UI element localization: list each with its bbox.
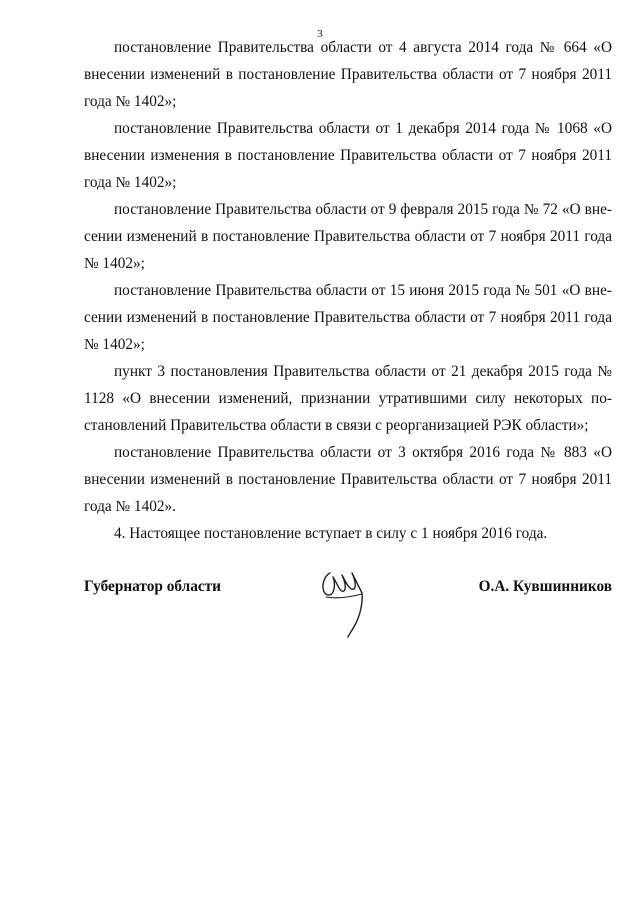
- paragraph-effective-date: 4. Настоящее постановление вступает в силу с 1 ноября 2016 года.: [114, 525, 548, 542]
- paragraph-item: постановление Правительства области от 1 декабря 2014 года № 1068 «О внесении изменения в постановление Правительства области от 7 ноября 2011 года № 1402»;: [84, 120, 612, 191]
- signatory-title: Губернатор области: [84, 578, 221, 595]
- paragraph-item: постановление Правительства области от 4 августа 2014 года № 664 «О внесении изменений в постановление Правительства области от 7 ноября 2011 года № 1402»;: [84, 39, 612, 110]
- page-number: 3: [317, 28, 323, 40]
- signatory-name: О.А. Кувшинников: [478, 578, 612, 595]
- paragraph-item: постановление Правительства области от 15 июня 2015 года № 501 «О внесении изменений в постановление Правительства области от 7 ноября 2011 года № 1402»;: [84, 282, 612, 353]
- signature-block: [84, 575, 612, 645]
- paragraph-item: постановление Правительства области от 9 февраля 2015 года № 72 «О внесении изменений в постановление Правительства области от 7 ноября 2011 года № 1402»;: [84, 201, 612, 272]
- paragraph-item: постановление Правительства области от 3 октября 2016 года № 883 «О внесении изменений в постановление Правительства области от 7 ноября 2011 года № 1402».: [84, 444, 612, 515]
- handwritten-signature: [316, 563, 376, 643]
- document-body: [84, 34, 612, 547]
- paragraph-item: пункт 3 постановления Правительства области от 21 декабря 2015 года № 1128 «О внесении изменений, признании утратившими силу некоторых постановлений Правительства области в связи с реорганизацией РЭК области»;: [84, 363, 612, 434]
